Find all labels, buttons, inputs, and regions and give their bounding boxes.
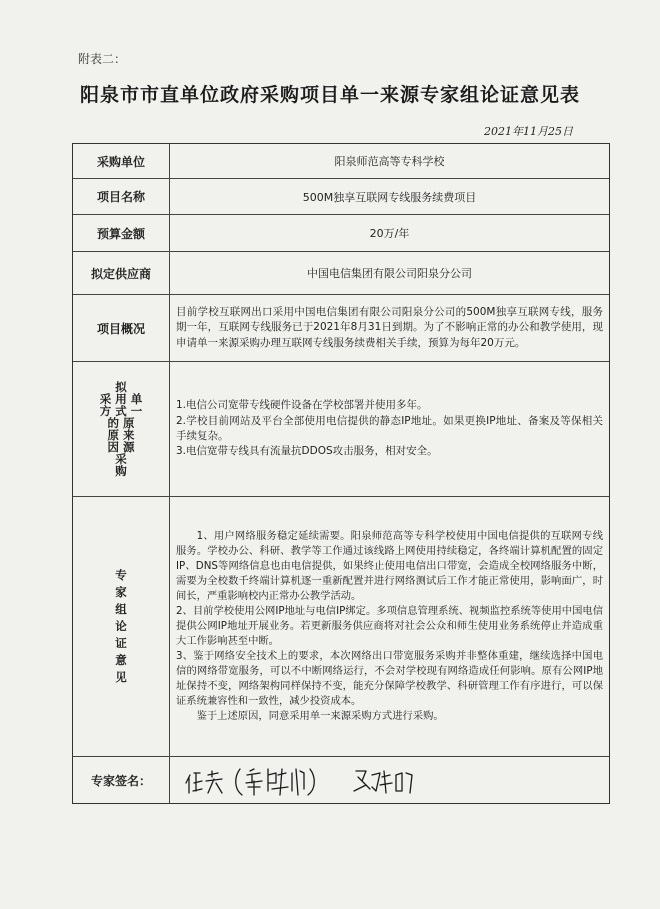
page-title: 阳泉市市直单位政府采购项目单一来源专家组论证意见表 xyxy=(79,84,580,106)
budget-label: 预算金额 xyxy=(73,215,170,251)
reasons-label-line: 采 xyxy=(115,452,127,466)
signature-area xyxy=(170,757,609,803)
reasons-value xyxy=(170,362,609,496)
reasons-label-line: 方 式 一 xyxy=(99,404,143,418)
overview-value: 目前学校互联网出口采用中国电信集团有限公司阳泉分公司的500M独享互联网专线，服务期一年，互联网专线服务已于2021年8月31日到期。为了不影响正常的办公和教学使用，现申请单一来源采购办理互联网专线服务续费相关手续，预算为每年20万元。 xyxy=(176,305,603,349)
opinion-paragraph: 3、鉴于网络安全技术上的要求，本次网络出口带宽服务采购并非整体重建，继续选择中国电信的网络带宽服务，可以不中断网络运行，不会对学校现有网络造成任何影响。原有公网IP地址保持不变，网络架构同样保持不变，能充分保障学校教学、科研管理工作有序进行，可以保证系统兼容性和一致性，减少投资成本。 xyxy=(176,650,603,707)
row-overview xyxy=(73,295,609,362)
row-signature xyxy=(73,757,609,803)
budget-value: 20万/年 xyxy=(369,227,410,240)
signature-1 xyxy=(186,771,222,793)
reason-item: 3.电信宽带专线具有流量抗DDOS攻击服务，相对安全。 xyxy=(176,445,438,458)
opinion-paragraph: 1、用户网络服务稳定延续需要。阳泉师范高等专科学校使用中国电信提供的互联网专线服务。学校办公、科研、教学等工作通过该线路上网使用持续稳定，各终端计算机配置的固定IP、DNS等网络信息也由电信提供，如果终止使用电信出口带宽，会造成全校网络服务中断，需要为全校数千终端计算机逐一重新配置并进行网络测试后工作才能正常使用，影响面广，时间长，严重影响校内正常办公教学活动。 xyxy=(176,530,603,602)
handwritten-signatures xyxy=(180,761,600,799)
opinion-label-char: 论 xyxy=(115,619,127,633)
purchaser-label: 采购单位 xyxy=(73,144,170,178)
opinion-label-char: 见 xyxy=(115,670,127,684)
opinion-label-char: 证 xyxy=(115,636,127,650)
opinion-form-table xyxy=(72,143,610,804)
reasons-label-line: 拟 xyxy=(115,380,127,394)
opinion-label-char: 组 xyxy=(115,602,127,616)
project-name-value: 500M独享互联网专线服务续费项目 xyxy=(302,190,477,204)
reasons-label-line: 的 原 xyxy=(107,416,135,430)
row-reasons xyxy=(73,362,609,497)
opinion-label xyxy=(73,497,170,756)
row-budget xyxy=(73,215,609,252)
signature-label: 专家签名： xyxy=(73,757,170,803)
opinion-paragraph: 2、目前学校使用公网IP地址与电信IP绑定。多项信息管理系统、视频监控系统等使用中国电信提供公网IP地址开展业务。若更新服务供应商将对社会公众和师生使用业务系统停止并造成重大工作影响甚至中断。 xyxy=(176,605,603,647)
reasons-label-line: 采 用 单 xyxy=(99,392,143,406)
handwritten-date: 2021年11月25日 xyxy=(484,125,573,138)
reasons-label xyxy=(73,362,170,496)
reasons-label-line: 原 来 xyxy=(107,428,135,442)
reasons-label-line: 因 源 xyxy=(107,440,135,454)
reasons-label-line: 购 xyxy=(115,464,127,478)
reason-item: 1.电信公司宽带专线硬件设备在学校部署并使用多年。 xyxy=(176,399,428,412)
appendix-label: 附表二： xyxy=(78,52,127,66)
overview-label: 项目概况 xyxy=(73,295,170,361)
signature-2 xyxy=(236,769,315,795)
project-name-label: 项目名称 xyxy=(73,179,170,214)
opinion-label-char: 专 xyxy=(115,568,127,582)
opinion-value xyxy=(170,497,609,756)
reason-item: 2.学校目前网站及平台全部使用电信提供的静态IP地址。如果更换IP地址、备案及等保相关手续复杂。 xyxy=(176,414,603,442)
opinion-label-char: 家 xyxy=(115,585,127,599)
purchaser-value: 阳泉师范高等专科学校 xyxy=(334,155,445,168)
row-opinion xyxy=(73,497,609,757)
row-purchaser xyxy=(73,144,609,179)
opinion-label-char: 意 xyxy=(115,653,127,667)
row-project-name xyxy=(73,179,609,215)
supplier-label: 拟定供应商 xyxy=(73,252,170,294)
supplier-value: 中国电信集团有限公司阳泉分公司 xyxy=(307,267,472,280)
signature-3 xyxy=(354,771,412,793)
row-supplier xyxy=(73,252,609,295)
opinion-paragraph: 鉴于上述原因，同意采用单一来源采购方式进行采购。 xyxy=(196,710,444,722)
